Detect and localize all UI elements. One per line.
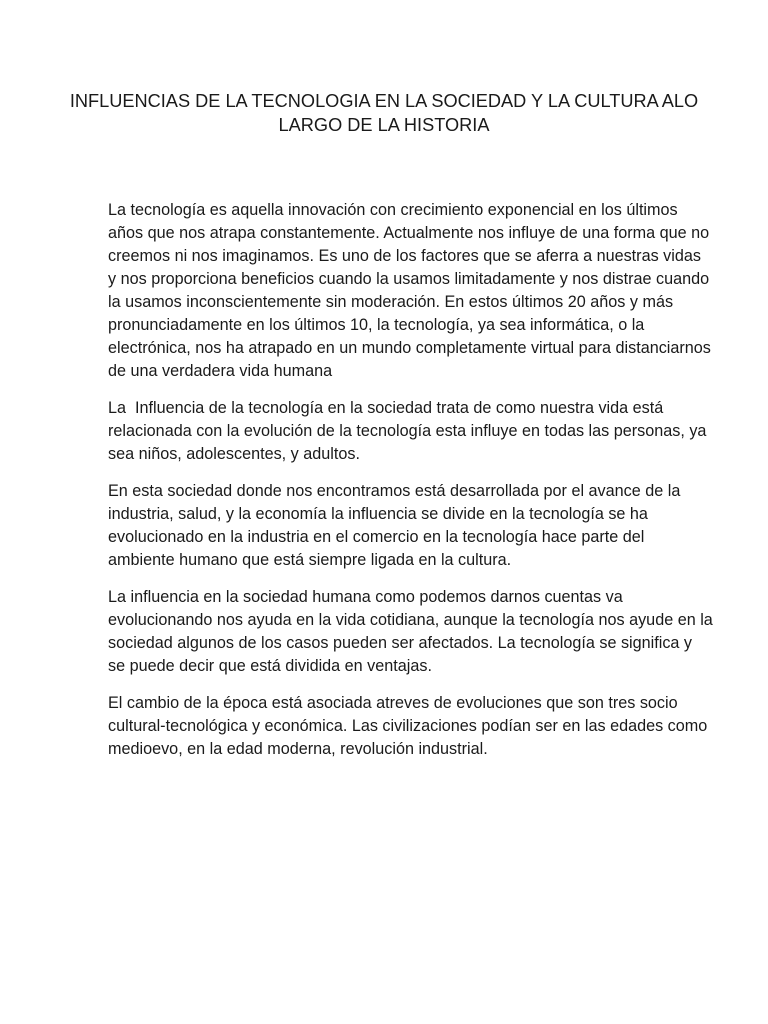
paragraph-1: La tecnología es aquella innovación con crecimiento exponencial en los últimos años que nos atrapa constantemente. Actualmente nos influye de una forma que no creemos ni nos imaginamos. Es uno de los factores que se aferra a nuestras vidas y nos proporciona beneficios cuando la usamos limitadamente y nos distrae cuando la usamos inconscientemente sin moderación. En estos últimos 20 años y más pronunciadamente en los últimos 10, la tecnología, ya sea informática, o la electrónica, nos ha atrapado en un mundo completamente virtual para distanciarnos de una verdadera vida humana (108, 201, 716, 380)
document-body (108, 199, 718, 775)
paragraph-2: La Influencia de la tecnología en la sociedad trata de como nuestra vida está relacionada con la evolución de la tecnología esta influye en todas las personas, ya sea niños, adolescentes, y adultos. (108, 399, 711, 463)
paragraph-4: La influencia en la sociedad humana como podemos darnos cuentas va evolucionando nos ayuda en la vida cotidiana, aunque la tecnología nos ayude en la sociedad algunos de los casos pueden ser afectados. La tecnología se significa y se puede decir que está dividida en ventajas. (108, 588, 718, 675)
document-title: INFLUENCIAS DE LA TECNOLOGIA EN LA SOCIEDAD Y LA CULTURA ALO LARGO DE LA HISTORIA (69, 91, 699, 135)
paragraph-3: En esta sociedad donde nos encontramos está desarrollada por el avance de la industria, salud, y la economía la influencia se divide en la tecnología se ha evolucionado en la industria en el comercio en la tecnología hace parte del ambiente humano que está siempre ligada en la cultura. (108, 482, 685, 569)
paragraph-5: El cambio de la época está asociada atreves de evoluciones que son tres socio cultural-tecnológica y económica. Las civilizaciones podían ser en las edades como medioevo, en la edad moderna, revolución industrial. (108, 694, 712, 758)
